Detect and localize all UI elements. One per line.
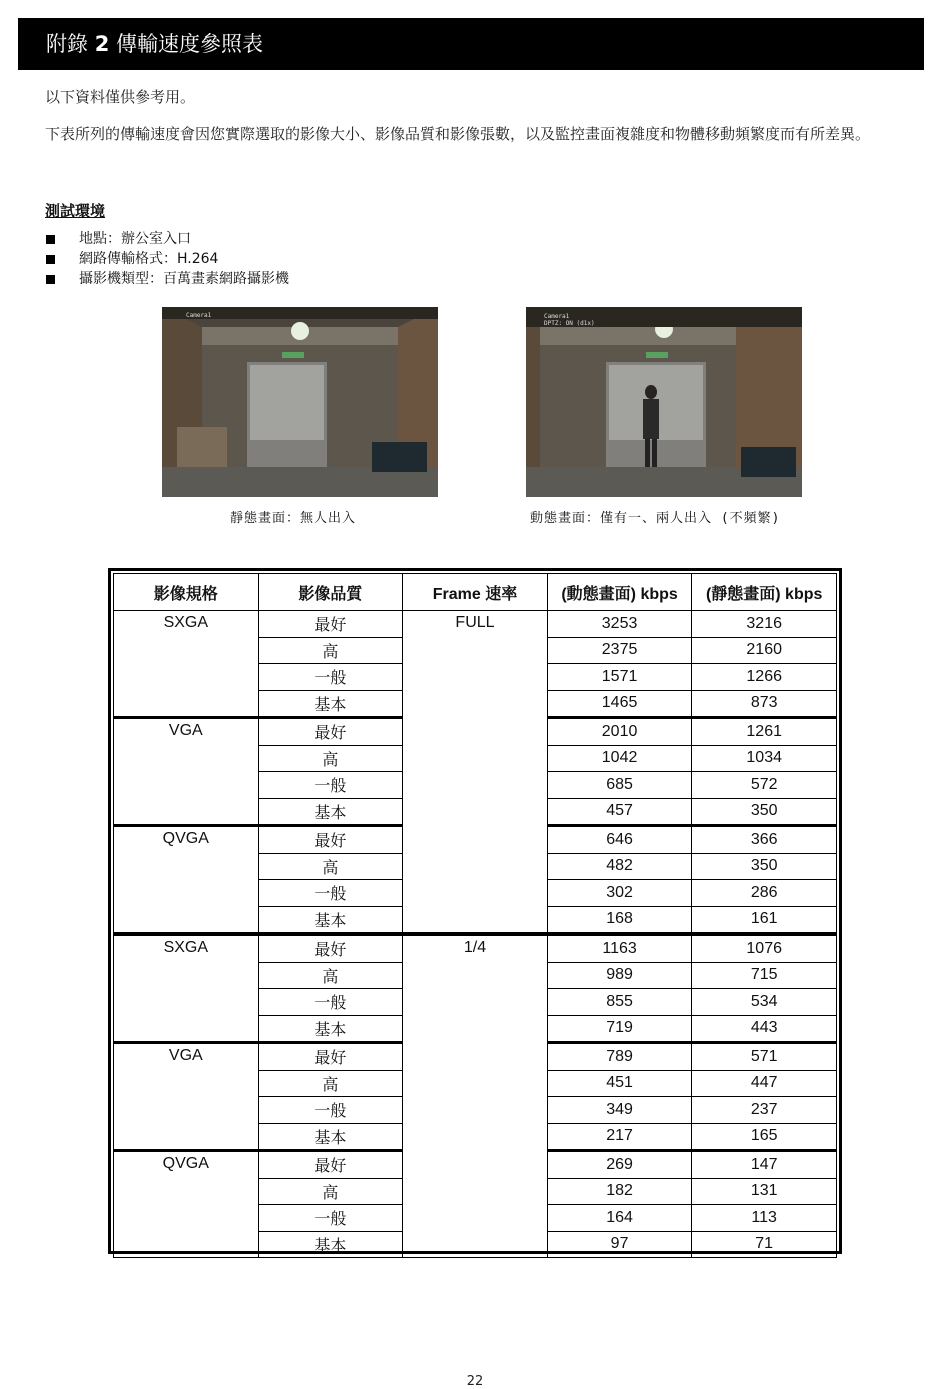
list-item: 網路傳輸格式：H.264 bbox=[45, 249, 289, 269]
motion-scene-caption: 動態畫面：僅有一、兩人出入 (不頻繁) bbox=[530, 511, 781, 526]
static-kbps-cell: 1266 bbox=[692, 664, 837, 691]
quality-cell: 高 bbox=[258, 962, 403, 989]
test-environment-list bbox=[45, 229, 289, 289]
static-kbps-cell: 1076 bbox=[692, 934, 837, 962]
static-kbps-cell: 165 bbox=[692, 1123, 837, 1151]
quality-cell: 基本 bbox=[258, 906, 403, 934]
resolution-cell: SXGA bbox=[114, 611, 259, 718]
motion-kbps-cell: 1042 bbox=[547, 745, 692, 772]
quality-cell: 最好 bbox=[258, 611, 403, 638]
quality-cell: 高 bbox=[258, 745, 403, 772]
resolution-cell: QVGA bbox=[114, 1151, 259, 1258]
static-scene-caption: 靜態畫面：無人出入 bbox=[230, 511, 357, 526]
motion-kbps-cell: 164 bbox=[547, 1205, 692, 1232]
static-kbps-cell: 366 bbox=[692, 826, 837, 854]
bandwidth-table-frame bbox=[108, 568, 842, 1254]
motion-kbps-cell: 217 bbox=[547, 1123, 692, 1151]
quality-cell: 基本 bbox=[258, 1123, 403, 1151]
motion-scene-photo bbox=[526, 307, 802, 497]
motion-kbps-cell: 2375 bbox=[547, 637, 692, 664]
motion-kbps-cell: 789 bbox=[547, 1043, 692, 1071]
motion-kbps-cell: 168 bbox=[547, 906, 692, 934]
header-quality: 影像品質 bbox=[258, 574, 403, 611]
header-resolution: 影像規格 bbox=[114, 574, 259, 611]
motion-kbps-cell: 2010 bbox=[547, 718, 692, 746]
resolution-cell: VGA bbox=[114, 1043, 259, 1151]
camera-label: Camera1 bbox=[186, 312, 212, 319]
page-number: 22 bbox=[466, 1374, 484, 1389]
list-item: 地點：辦公室入口 bbox=[45, 229, 289, 249]
static-kbps-cell: 571 bbox=[692, 1043, 837, 1071]
static-kbps-cell: 1261 bbox=[692, 718, 837, 746]
static-kbps-cell: 534 bbox=[692, 989, 837, 1016]
quality-cell: 高 bbox=[258, 1070, 403, 1097]
quality-cell: 基本 bbox=[258, 1015, 403, 1043]
header-frame-rate: Frame 速率 bbox=[403, 574, 548, 611]
quality-cell: 最好 bbox=[258, 718, 403, 746]
static-kbps-cell: 3216 bbox=[692, 611, 837, 638]
intro-line-1: 以下資料僅供參考用。 bbox=[45, 88, 196, 106]
motion-kbps-cell: 855 bbox=[547, 989, 692, 1016]
bandwidth-table bbox=[113, 573, 837, 1258]
static-kbps-cell: 1034 bbox=[692, 745, 837, 772]
quality-cell: 一般 bbox=[258, 1205, 403, 1232]
static-kbps-cell: 715 bbox=[692, 962, 837, 989]
quality-cell: 最好 bbox=[258, 826, 403, 854]
quality-cell: 一般 bbox=[258, 880, 403, 907]
resolution-cell: SXGA bbox=[114, 934, 259, 1043]
list-item: 攝影機類型：百萬畫素網路攝影機 bbox=[45, 269, 289, 289]
header-motion-kbps: (動態畫面) kbps bbox=[547, 574, 692, 611]
motion-kbps-cell: 3253 bbox=[547, 611, 692, 638]
quality-cell: 高 bbox=[258, 637, 403, 664]
quality-cell: 一般 bbox=[258, 772, 403, 799]
static-kbps-cell: 873 bbox=[692, 690, 837, 718]
table-row bbox=[114, 611, 837, 638]
motion-kbps-cell: 97 bbox=[547, 1231, 692, 1258]
resolution-cell: VGA bbox=[114, 718, 259, 826]
quality-cell: 基本 bbox=[258, 690, 403, 718]
static-kbps-cell: 286 bbox=[692, 880, 837, 907]
motion-kbps-cell: 349 bbox=[547, 1097, 692, 1124]
table-body bbox=[114, 611, 837, 1258]
static-kbps-cell: 2160 bbox=[692, 637, 837, 664]
motion-kbps-cell: 302 bbox=[547, 880, 692, 907]
frame-rate-cell: 1/4 bbox=[403, 934, 548, 1258]
page-title-bar bbox=[18, 18, 924, 70]
motion-kbps-cell: 457 bbox=[547, 798, 692, 826]
quality-cell: 一般 bbox=[258, 664, 403, 691]
header-static-kbps: (靜態畫面) kbps bbox=[692, 574, 837, 611]
motion-kbps-cell: 269 bbox=[547, 1151, 692, 1179]
quality-cell: 高 bbox=[258, 1178, 403, 1205]
intro-line-2: 下表所列的傳輸速度會因您實際選取的影像大小、影像品質和影像張數，以及監控畫面複雜度和物體移動頻繁度而有所差異。 bbox=[45, 125, 871, 143]
title-text: 傳輸速度參照表 bbox=[116, 32, 263, 56]
motion-kbps-cell: 646 bbox=[547, 826, 692, 854]
static-kbps-cell: 113 bbox=[692, 1205, 837, 1232]
quality-cell: 一般 bbox=[258, 989, 403, 1016]
camera-label: Camera1 bbox=[544, 313, 570, 320]
static-kbps-cell: 350 bbox=[692, 798, 837, 826]
square-bullet-icon bbox=[46, 275, 55, 284]
dptz-label: DPTZ: ON (d1x) bbox=[544, 320, 595, 327]
motion-kbps-cell: 1163 bbox=[547, 934, 692, 962]
motion-kbps-cell: 482 bbox=[547, 853, 692, 880]
motion-kbps-cell: 1465 bbox=[547, 690, 692, 718]
motion-kbps-cell: 1571 bbox=[547, 664, 692, 691]
resolution-cell: QVGA bbox=[114, 826, 259, 935]
static-kbps-cell: 161 bbox=[692, 906, 837, 934]
static-kbps-cell: 147 bbox=[692, 1151, 837, 1179]
motion-kbps-cell: 719 bbox=[547, 1015, 692, 1043]
quality-cell: 基本 bbox=[258, 798, 403, 826]
static-kbps-cell: 71 bbox=[692, 1231, 837, 1258]
motion-kbps-cell: 182 bbox=[547, 1178, 692, 1205]
motion-kbps-cell: 685 bbox=[547, 772, 692, 799]
test-environment-heading: 測試環境 bbox=[45, 202, 106, 220]
frame-rate-cell: FULL bbox=[403, 611, 548, 935]
quality-cell: 一般 bbox=[258, 1097, 403, 1124]
square-bullet-icon bbox=[46, 255, 55, 264]
static-kbps-cell: 443 bbox=[692, 1015, 837, 1043]
motion-kbps-cell: 451 bbox=[547, 1070, 692, 1097]
table-row bbox=[114, 934, 837, 962]
static-scene-photo bbox=[162, 307, 438, 497]
quality-cell: 最好 bbox=[258, 1043, 403, 1071]
quality-cell: 最好 bbox=[258, 1151, 403, 1179]
static-kbps-cell: 131 bbox=[692, 1178, 837, 1205]
title-number: 2 bbox=[94, 32, 110, 56]
static-kbps-cell: 447 bbox=[692, 1070, 837, 1097]
quality-cell: 基本 bbox=[258, 1231, 403, 1258]
quality-cell: 高 bbox=[258, 853, 403, 880]
square-bullet-icon bbox=[46, 235, 55, 244]
quality-cell: 最好 bbox=[258, 934, 403, 962]
motion-kbps-cell: 989 bbox=[547, 962, 692, 989]
static-kbps-cell: 237 bbox=[692, 1097, 837, 1124]
static-kbps-cell: 350 bbox=[692, 853, 837, 880]
title-prefix: 附錄 bbox=[46, 32, 88, 56]
static-kbps-cell: 572 bbox=[692, 772, 837, 799]
